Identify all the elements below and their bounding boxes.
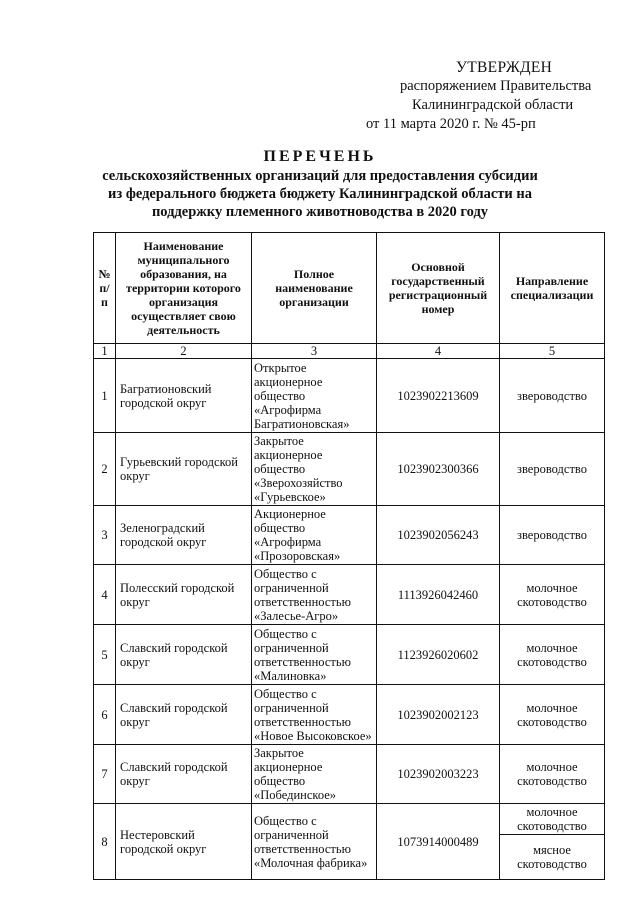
table-row <box>94 506 605 565</box>
table-row <box>94 433 605 506</box>
column-number: 2 <box>116 344 252 359</box>
table-header-row <box>94 233 605 344</box>
row-specialization: звероводство <box>500 433 605 506</box>
row-organization-name: Общество с ограниченной ответственностью «Залесье-Агро» <box>252 565 377 625</box>
table-row <box>94 359 605 433</box>
row-municipality: Гурьевский городской округ <box>116 433 252 506</box>
row-ogrn: 1023902213609 <box>377 359 500 433</box>
column-numbers-row <box>94 344 605 359</box>
row-specialization: звероводство <box>500 359 605 433</box>
row-municipality: Славский городской округ <box>116 625 252 685</box>
column-number: 1 <box>94 344 116 359</box>
approval-authority: распоряжением Правительства <box>400 78 592 94</box>
row-specialization: молочное скотоводство <box>500 804 605 835</box>
row-municipality: Зеленоградский городской округ <box>116 506 252 565</box>
row-organization-name: Открытое акционерное общество «Агрофирма Багратионовская» <box>252 359 377 433</box>
row-ogrn: 1023902003223 <box>377 745 500 804</box>
row-number: 5 <box>94 625 116 685</box>
approval-status: УТВЕРЖДЕН <box>456 59 553 76</box>
header-name: Полное наименование организации <box>252 233 377 344</box>
column-number: 3 <box>252 344 377 359</box>
header-spec: Направление специализации <box>500 233 605 344</box>
row-municipality: Нестеровский городской округ <box>116 804 252 880</box>
row-specialization: молочное скотоводство <box>500 565 605 625</box>
header-ogrn: Основной государственный регистрационный номер <box>377 233 500 344</box>
row-organization-name: Закрытое акционерное общество «Побединское» <box>252 745 377 804</box>
document-title <box>100 146 540 221</box>
row-number: 8 <box>94 804 116 880</box>
header-num: № п/п <box>94 233 116 344</box>
row-municipality: Полесский городской округ <box>116 565 252 625</box>
row-number: 3 <box>94 506 116 565</box>
title-line-1: сельскохозяйственных организаций для предоставления субсидии <box>102 168 538 184</box>
header-municipality: Наименование муниципального образования, на территории которого организация осуществляет свою деятельность <box>116 233 252 344</box>
row-specialization: звероводство <box>500 506 605 565</box>
table-row <box>94 745 605 804</box>
column-number: 5 <box>500 344 605 359</box>
row-specialization-secondary: мясное скотоводство <box>500 835 605 880</box>
row-organization-name: Общество с ограниченной ответственностью «Молочная фабрика» <box>252 804 377 880</box>
row-ogrn: 1113926042460 <box>377 565 500 625</box>
approval-block <box>360 58 620 134</box>
row-organization-name: Общество с ограниченной ответственностью «Новое Высоковское» <box>252 685 377 745</box>
row-ogrn: 1123926020602 <box>377 625 500 685</box>
title-heading: ПЕРЕЧЕНЬ <box>263 148 377 165</box>
row-number: 1 <box>94 359 116 433</box>
table-row <box>94 625 605 685</box>
row-number: 2 <box>94 433 116 506</box>
row-specialization: молочное скотоводство <box>500 625 605 685</box>
table-row <box>94 804 605 835</box>
approval-region: Калининградской области <box>412 97 574 113</box>
row-ogrn: 1073914000489 <box>377 804 500 880</box>
row-municipality: Багратионовский городской округ <box>116 359 252 433</box>
row-ogrn: 1023902002123 <box>377 685 500 745</box>
row-number: 6 <box>94 685 116 745</box>
row-organization-name: Закрытое акционерное общество «Зверохозяйство «Гурьевское» <box>252 433 377 506</box>
row-ogrn: 1023902300366 <box>377 433 500 506</box>
column-number: 4 <box>377 344 500 359</box>
table-row <box>94 565 605 625</box>
title-line-2: из федерального бюджета бюджету Калининградской области на <box>108 186 532 202</box>
row-ogrn: 1023902056243 <box>377 506 500 565</box>
table-body <box>94 359 605 880</box>
title-line-3: поддержку племенного животноводства в 2020 году <box>151 204 489 220</box>
row-organization-name: Акционерное общество «Агрофирма «Прозоровская» <box>252 506 377 565</box>
row-number: 4 <box>94 565 116 625</box>
table-row <box>94 685 605 745</box>
row-number: 7 <box>94 745 116 804</box>
row-specialization: молочное скотоводство <box>500 685 605 745</box>
organizations-table <box>93 232 605 880</box>
row-municipality: Славский городской округ <box>116 685 252 745</box>
row-municipality: Славский городской округ <box>116 745 252 804</box>
row-organization-name: Общество с ограниченной ответственностью «Малиновка» <box>252 625 377 685</box>
approval-date-number: от 11 марта 2020 г. № 45-рп <box>366 116 536 132</box>
row-specialization: молочное скотоводство <box>500 745 605 804</box>
